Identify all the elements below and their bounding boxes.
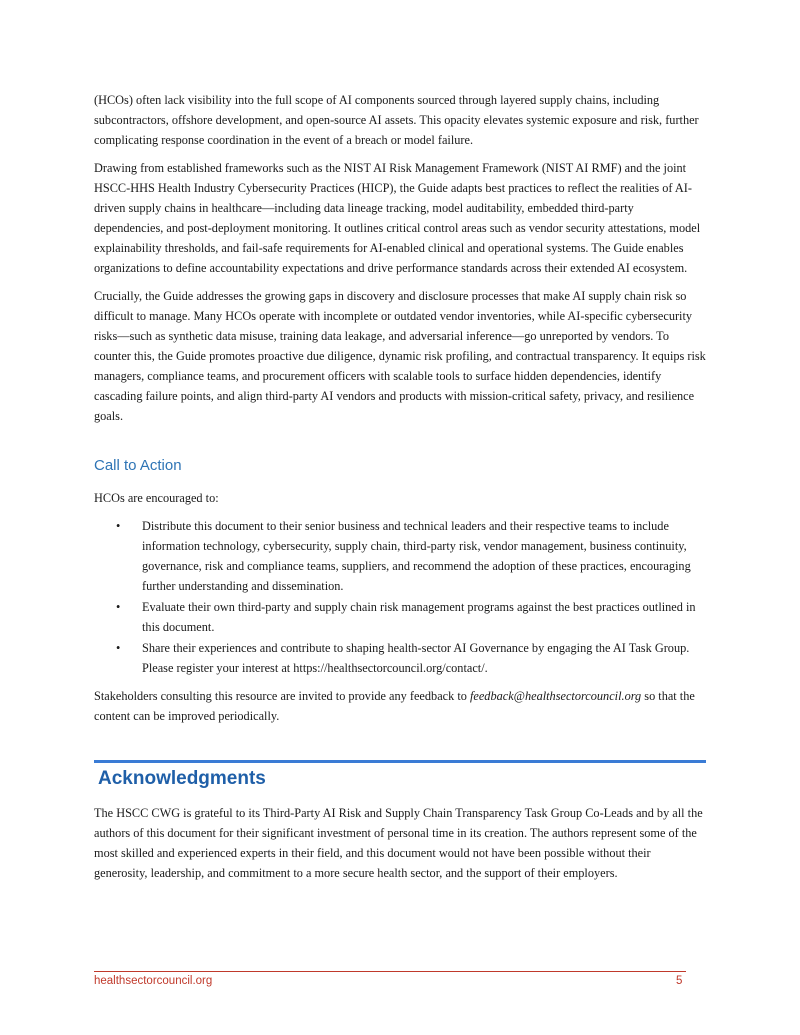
- bullet-icon: •: [116, 519, 121, 533]
- body-paragraph-1: (HCOs) often lack visibility into the full scope of AI components sourced through layered supply chains, including subcontractors, offshore development, and open-source AI assets. This opacity elevates systemic exposure and risk, further complicating response coordination in the event of a breach or model failure.: [94, 93, 699, 147]
- feedback-text-after: so that the content can be improved periodically.: [94, 689, 695, 723]
- list-item: [94, 516, 706, 596]
- list-item-text: Evaluate their own third-party and supply chain risk management programs against the best practices outlined in this document.: [142, 600, 696, 634]
- document-page: [94, 90, 706, 891]
- feedback-text-before: Stakeholders consulting this resource are invited to provide any feedback to: [94, 689, 470, 703]
- bullet-icon: •: [116, 641, 121, 655]
- list-item-text: Distribute this document to their senior business and technical leaders and their respective teams to include information technology, cybersecurity, supply chain, third-party risk, vendor management, business continuity, governance, risk and compliance teams, suppliers, and recommend the adoption of these practices, encouraging further understanding and dissemination.: [142, 519, 691, 593]
- call-to-action-heading: Call to Action: [94, 457, 182, 474]
- list-item: [94, 597, 706, 637]
- footer-page-number: 5: [676, 975, 683, 987]
- bullet-icon: •: [116, 600, 121, 614]
- footer-divider: [94, 971, 686, 972]
- list-item-text: Share their experiences and contribute to shaping health-sector AI Governance by engaging the AI Task Group. Please register your interest at https://healthsectorcouncil.org/contact/.: [142, 641, 690, 675]
- acknowledgments-heading: Acknowledgments: [98, 768, 266, 789]
- call-to-action-list: [94, 516, 706, 678]
- body-paragraph-2: Drawing from established frameworks such as the NIST AI Risk Management Framework (NIST AI RMF) and the joint HSCC-HHS Health Industry Cybersecurity Practices (HICP), the Guide adapts best practices to reflect the realities of AI-driven supply chains in healthcare—including data lineage tracking, model auditability, embedded third-party dependencies, and post-deployment monitoring. It outlines critical control areas such as vendor security attestations, model explainability thresholds, and fail-safe requirements for AI-enabled clinical and operational systems. The Guide enables organizations to define accountability expectations and drive performance standards across their extended AI ecosystem.: [94, 161, 701, 275]
- call-to-action-intro: HCOs are encouraged to:: [94, 491, 219, 505]
- acknowledgments-paragraph: The HSCC CWG is grateful to its Third-Party AI Risk and Supply Chain Transparency Task Group Co-Leads and by all the authors of this document for their significant investment of personal time in its creation. The authors represent some of the most skilled and experienced experts in their field, and this document would not have been possible without their generosity, leadership, and commitment to a more secure health sector, and the support of their employers.: [94, 806, 703, 880]
- feedback-email-link[interactable]: feedback@healthsectorcouncil.org: [469, 689, 642, 703]
- feedback-paragraph: [94, 686, 706, 726]
- footer-site-link[interactable]: healthsectorcouncil.org: [94, 975, 213, 987]
- acknowledgments-divider: [94, 760, 706, 763]
- list-item: [94, 638, 706, 678]
- body-paragraph-3: Crucially, the Guide addresses the growing gaps in discovery and disclosure processes that make AI supply chain risk so difficult to manage. Many HCOs operate with incomplete or outdated vendor inventories, while AI-specific cybersecurity risks—such as synthetic data misuse, training data leakage, and adversarial inference—go unreported by vendors. To counter this, the Guide promotes proactive due diligence, dynamic risk profiling, and contractual transparency. It equips risk managers, compliance teams, and procurement officers with scalable tools to surface hidden dependencies, identify cascading failure points, and align third-party AI vendors and products with mission-critical safety, privacy, and resilience goals.: [94, 289, 706, 423]
